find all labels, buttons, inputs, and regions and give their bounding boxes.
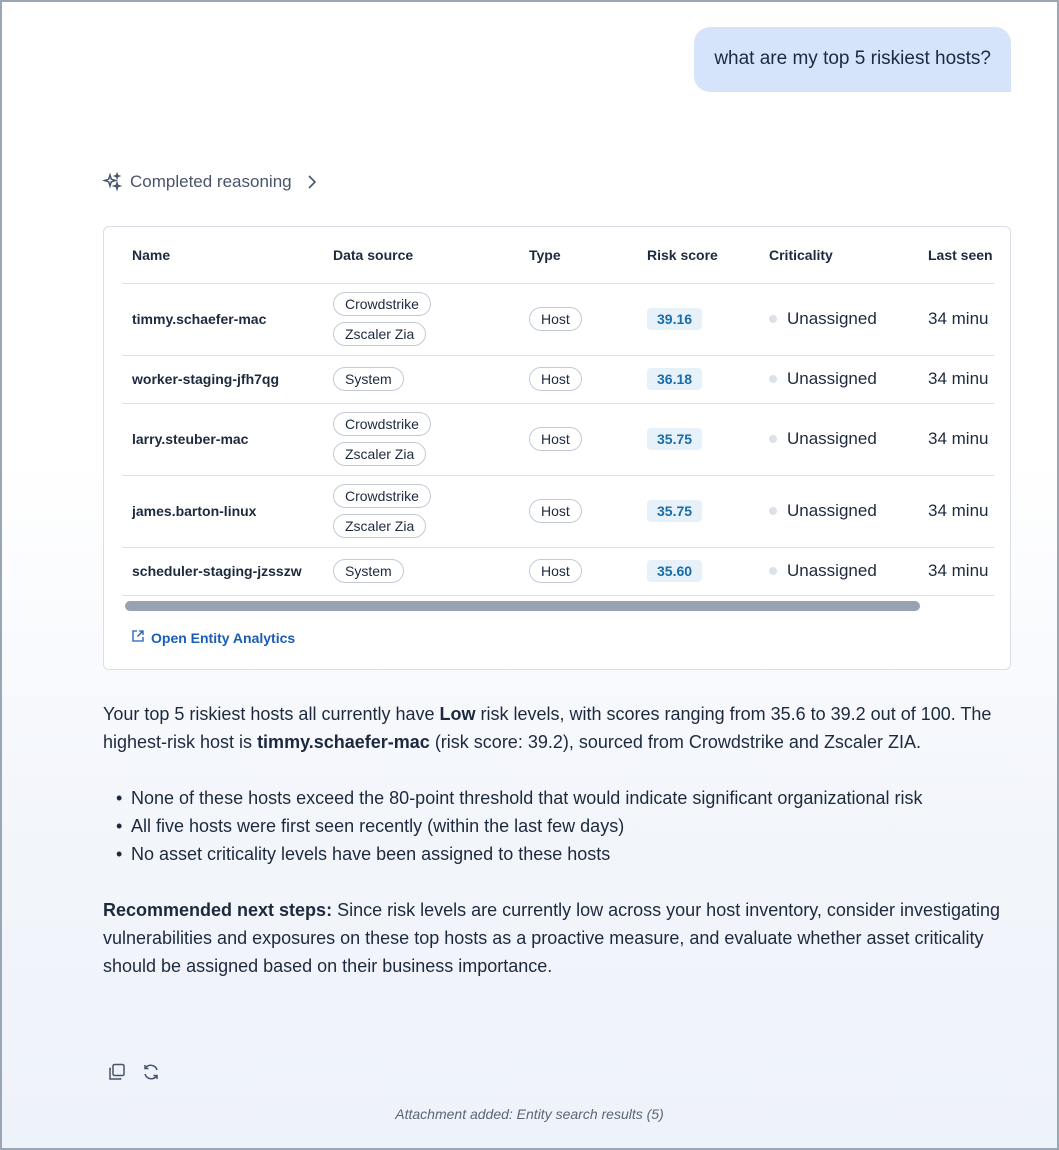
data-source-badge: Crowdstrike [333,484,431,508]
answer-next-steps-paragraph [103,896,1013,980]
message-actions [107,1062,161,1082]
table-row [122,475,994,547]
open-entity-analytics-link[interactable] [131,629,295,646]
open-entity-analytics-label: Open Entity Analytics [151,629,296,646]
table-row [122,403,994,475]
column-header-name[interactable]: Name [122,227,323,283]
risk-score-badge: 35.75 [647,500,702,522]
host-name-link[interactable]: worker-staging-jfh7qg [132,371,280,387]
assistant-answer [103,700,1013,980]
criticality-value: Unassigned [787,561,877,580]
list-item: • No asset criticality levels have been assigned to these hosts [131,840,1013,868]
host-name-link[interactable]: timmy.schaefer-mac [132,311,267,327]
last-seen-value: 34 minu [928,369,989,388]
attachment-note: Attachment added: Entity search results (5) [395,1106,664,1122]
criticality-value: Unassigned [787,309,877,328]
column-header-last-seen[interactable]: Last seen [918,227,994,283]
chevron-right-icon [306,174,318,190]
risk-score-badge: 36.18 [647,368,702,390]
type-badge: Host [529,499,582,523]
type-badge: Host [529,427,582,451]
data-source-badge: Zscaler Zia [333,322,426,346]
criticality-dot-icon [769,435,777,443]
regenerate-icon[interactable] [141,1062,161,1082]
type-badge: Host [529,559,582,583]
risk-score-badge: 35.60 [647,560,702,582]
host-name-link[interactable]: larry.steuber-mac [132,431,249,447]
entity-table-scroll[interactable] [122,227,994,599]
answer-bold-heading: Recommended next steps: [103,900,333,920]
reasoning-toggle[interactable] [102,172,318,192]
list-item: • All five hosts were first seen recently (within the last few days) [131,812,1013,840]
sparkles-icon [102,172,122,192]
criticality-dot-icon [769,567,777,575]
criticality-value: Unassigned [787,501,877,520]
column-header-type[interactable]: Type [519,227,637,283]
column-header-risk-score[interactable]: Risk score [637,227,759,283]
risk-score-badge: 35.75 [647,428,702,450]
answer-text: Since risk levels are currently low across your host inventory, consider investigating vulnerabilities and exposures on these top hosts as a proactive measure, and evaluate whether asset criticality should be assigned based on their business importance. [103,900,1001,976]
table-row [122,547,994,595]
horizontal-scrollbar[interactable] [125,601,920,611]
answer-bullet-list [131,784,1013,868]
user-message-bubble [694,27,1011,92]
criticality-dot-icon [769,375,777,383]
answer-summary-paragraph [103,700,1013,756]
table-header-row [122,227,994,283]
data-source-badge: Crowdstrike [333,412,431,436]
data-source-badge: System [333,367,404,391]
answer-text: Your top 5 riskiest hosts all currently have [103,704,440,724]
list-item: • None of these hosts exceed the 80-point threshold that would indicate significant organizational risk [131,784,1013,812]
reasoning-label: Completed reasoning [130,172,292,191]
criticality-dot-icon [769,315,777,323]
last-seen-value: 34 minu [928,429,989,448]
table-row [122,355,994,403]
data-source-badge: Zscaler Zia [333,442,426,466]
type-badge: Host [529,367,582,391]
answer-bold-risk-level: Low [439,704,476,724]
column-header-criticality[interactable]: Criticality [759,227,918,283]
type-badge: Host [529,307,582,331]
column-header-data-source[interactable]: Data source [323,227,519,283]
answer-bold-host: timmy.schaefer-mac [257,732,430,752]
table-row [122,283,994,355]
criticality-value: Unassigned [787,429,877,448]
answer-text: (risk score: 39.2), sourced from Crowdstrike and Zscaler ZIA. [429,732,921,752]
host-name-link[interactable]: scheduler-staging-jzsszw [132,563,302,579]
criticality-value: Unassigned [787,369,877,388]
criticality-dot-icon [769,507,777,515]
copy-icon[interactable] [107,1062,127,1082]
user-message-text: what are my top 5 riskiest hosts? [714,48,991,69]
last-seen-value: 34 minu [928,501,989,520]
last-seen-value: 34 minu [928,561,989,580]
data-source-badge: Crowdstrike [333,292,431,316]
entity-results-card [103,226,1011,670]
last-seen-value: 34 minu [928,309,989,328]
data-source-badge: System [333,559,404,583]
external-link-icon [131,629,145,646]
risk-score-badge: 39.16 [647,308,702,330]
entity-table [122,227,994,596]
data-source-badge: Zscaler Zia [333,514,426,538]
answer-text: risk levels, with scores ranging from 35.6 to 39.2 out of 100. The highest-risk host is [103,704,992,752]
host-name-link[interactable]: james.barton-linux [132,503,257,519]
